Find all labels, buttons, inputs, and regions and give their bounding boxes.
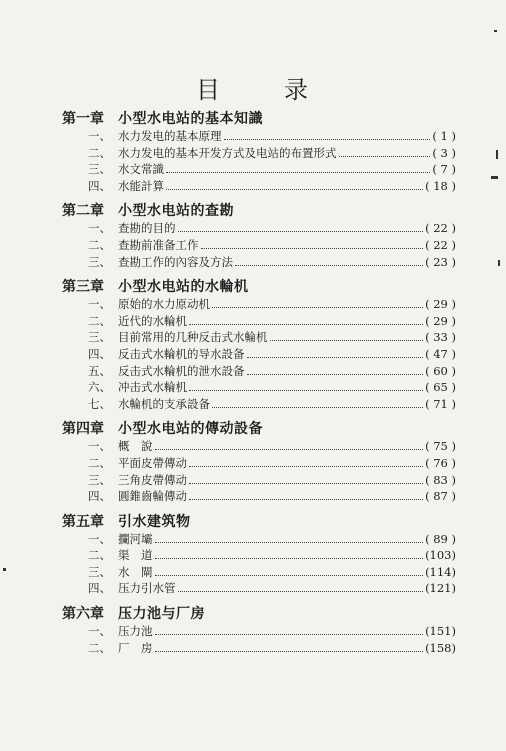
entry-page-number: ( 71 ): [425, 396, 456, 411]
toc-entry[interactable]: [62, 438, 456, 455]
entry-title: 水 閘: [118, 564, 153, 579]
dot-leader: [189, 483, 423, 484]
toc-entry[interactable]: [62, 623, 456, 640]
entry-title: 厂 房: [118, 640, 153, 655]
chapter-section: [62, 200, 456, 270]
page-title-char-1: 目: [196, 76, 222, 104]
dot-leader: [339, 156, 431, 157]
entry-number: 一、: [88, 221, 111, 236]
table-of-contents: [62, 108, 456, 662]
dot-leader: [155, 542, 424, 543]
entry-number: 四、: [88, 346, 111, 361]
dot-leader: [189, 390, 423, 391]
entry-title: 水輪机的支承設备: [118, 396, 210, 411]
dot-leader: [189, 466, 423, 467]
toc-entry[interactable]: [62, 313, 456, 330]
entry-title: 渠 道: [118, 548, 153, 563]
chapter-title: 引水建筑物: [118, 513, 191, 530]
entry-number: 一、: [88, 129, 111, 143]
chapter-heading: [62, 200, 456, 220]
chapter-title: 小型水电站的水輪机: [118, 279, 249, 296]
toc-entry[interactable]: [62, 128, 456, 145]
entry-number: 三、: [88, 254, 111, 269]
entry-page-number: ( 47 ): [425, 346, 456, 361]
entry-title: 目前常用的几种反击式水輪机: [118, 330, 268, 345]
toc-entry[interactable]: [62, 472, 456, 489]
entry-title: 查勘工作的內容及方法: [118, 254, 233, 269]
entry-page-number: (121): [425, 581, 456, 596]
toc-entry[interactable]: [62, 220, 456, 237]
chapter-number: 第五章: [62, 513, 104, 530]
entry-title: 压力引水管: [118, 581, 176, 596]
entry-number: 一、: [88, 624, 111, 639]
entry-title: 反击式水輪机的泄水設备: [118, 363, 245, 378]
entry-title: 圓錐齒輪傳动: [118, 489, 187, 504]
toc-entry[interactable]: [62, 396, 456, 413]
page-title-char-2: 录: [284, 76, 310, 104]
entry-title: 概 說: [118, 439, 153, 454]
chapter-title: 小型水电站的傳动設备: [118, 421, 263, 438]
chapter-number: 第一章: [62, 111, 104, 127]
entry-page-number: ( 22 ): [425, 237, 456, 252]
dot-leader: [224, 139, 431, 140]
entry-number: 三、: [88, 472, 111, 487]
entry-page-number: (103): [425, 548, 456, 563]
toc-entry[interactable]: [62, 346, 456, 363]
dot-leader: [178, 231, 424, 232]
entry-number: 一、: [88, 439, 111, 454]
toc-entry[interactable]: [62, 237, 456, 254]
entry-title: 查勘的目的: [118, 221, 176, 236]
dot-leader: [178, 591, 424, 592]
entry-title: 水能計算: [118, 178, 164, 193]
entry-number: 一、: [88, 297, 111, 312]
chapter-heading: [62, 511, 456, 531]
chapter-heading: [62, 603, 456, 623]
dot-leader: [247, 357, 424, 358]
toc-entry[interactable]: [62, 254, 456, 271]
dot-leader: [166, 189, 423, 190]
entry-page-number: ( 87 ): [425, 489, 456, 504]
dot-leader: [235, 265, 423, 266]
entry-page-number: ( 65 ): [425, 380, 456, 395]
entry-number: 二、: [88, 237, 111, 252]
entry-title: 水文常識: [118, 162, 164, 177]
chapter-section: [62, 603, 456, 656]
toc-entry[interactable]: [62, 363, 456, 380]
entry-number: 六、: [88, 380, 111, 395]
chapter-title: 小型水电站的基本知識: [118, 111, 263, 127]
entry-page-number: ( 60 ): [425, 363, 456, 378]
toc-entry[interactable]: [62, 580, 456, 597]
entry-number: 一、: [88, 531, 111, 546]
toc-entry[interactable]: [62, 329, 456, 346]
entry-number: 二、: [88, 313, 111, 328]
chapter-number: 第六章: [62, 606, 104, 623]
entry-page-number: ( 22 ): [425, 221, 456, 236]
toc-entry[interactable]: [62, 178, 456, 195]
entry-title: 原始的水力原动机: [118, 297, 210, 312]
toc-entry[interactable]: [62, 455, 456, 472]
entry-number: 二、: [88, 145, 111, 160]
entry-number: 二、: [88, 640, 111, 655]
entry-number: 二、: [88, 548, 111, 563]
chapter-title: 小型水电站的查勘: [118, 203, 234, 220]
entry-title: 近代的水輪机: [118, 313, 187, 328]
entry-title: 水力发电的基本原理: [118, 129, 222, 143]
toc-entry[interactable]: [62, 564, 456, 581]
dot-leader: [189, 324, 423, 325]
chapter-section: [62, 276, 456, 412]
dot-leader: [189, 499, 423, 500]
toc-entry[interactable]: [62, 488, 456, 505]
entry-title: 压力池: [118, 624, 153, 639]
toc-entry[interactable]: [62, 379, 456, 396]
entry-page-number: ( 89 ): [425, 531, 456, 546]
chapter-section: [62, 108, 456, 194]
dot-leader: [155, 449, 424, 450]
entry-page-number: ( 76 ): [425, 455, 456, 470]
chapter-number: 第四章: [62, 421, 104, 438]
entry-number: 四、: [88, 581, 111, 596]
dot-leader: [155, 558, 424, 559]
entry-page-number: (158): [425, 640, 456, 655]
entry-number: 四、: [88, 178, 111, 193]
entry-number: 三、: [88, 162, 111, 177]
toc-entry[interactable]: [62, 640, 456, 657]
dot-leader: [166, 172, 430, 173]
entry-number: 三、: [88, 564, 111, 579]
entry-page-number: ( 75 ): [425, 439, 456, 454]
toc-entry[interactable]: [62, 161, 456, 178]
chapter-section: [62, 418, 456, 504]
entry-title: 攔河壩: [118, 531, 153, 546]
entry-page-number: (114): [425, 564, 456, 579]
dot-leader: [247, 374, 424, 375]
entry-page-number: ( 23 ): [425, 254, 456, 269]
dot-leader: [155, 651, 424, 652]
dot-leader: [270, 340, 424, 341]
toc-entry[interactable]: [62, 145, 456, 162]
entry-number: 五、: [88, 363, 111, 378]
entry-page-number: ( 7 ): [432, 162, 456, 177]
toc-entry[interactable]: [62, 296, 456, 313]
dot-leader: [212, 307, 423, 308]
chapter-number: 第三章: [62, 279, 104, 296]
dot-leader: [155, 634, 424, 635]
page-title: [0, 70, 506, 105]
dot-leader: [155, 575, 424, 576]
entry-title: 平面皮帶傳动: [118, 455, 187, 470]
entry-page-number: ( 83 ): [425, 472, 456, 487]
entry-number: 三、: [88, 330, 111, 345]
entry-title: 水力发电的基本开发方式及电站的布置形式: [118, 145, 337, 160]
entry-page-number: ( 3 ): [432, 145, 456, 160]
entry-title: 冲击式水輪机: [118, 380, 187, 395]
entry-page-number: ( 18 ): [425, 178, 456, 193]
entry-page-number: ( 33 ): [425, 330, 456, 345]
chapter-heading: [62, 276, 456, 296]
entry-number: 二、: [88, 455, 111, 470]
chapter-heading: [62, 108, 456, 128]
entry-page-number: ( 29 ): [425, 313, 456, 328]
chapter-number: 第二章: [62, 203, 104, 220]
dot-leader: [201, 248, 424, 249]
dot-leader: [212, 407, 423, 408]
chapter-section: [62, 511, 456, 597]
toc-entry[interactable]: [62, 531, 456, 548]
chapter-heading: [62, 418, 456, 438]
entry-title: 三角皮帶傳动: [118, 472, 187, 487]
entry-title: 查勘前准备工作: [118, 237, 199, 252]
entry-number: 四、: [88, 489, 111, 504]
entry-number: 七、: [88, 396, 111, 411]
entry-page-number: (151): [425, 624, 456, 639]
entry-title: 反击式水輪机的导水設备: [118, 346, 245, 361]
entry-page-number: ( 29 ): [425, 297, 456, 312]
toc-entry[interactable]: [62, 547, 456, 564]
entry-page-number: ( 1 ): [432, 129, 456, 143]
chapter-title: 压力池与厂房: [118, 606, 205, 623]
